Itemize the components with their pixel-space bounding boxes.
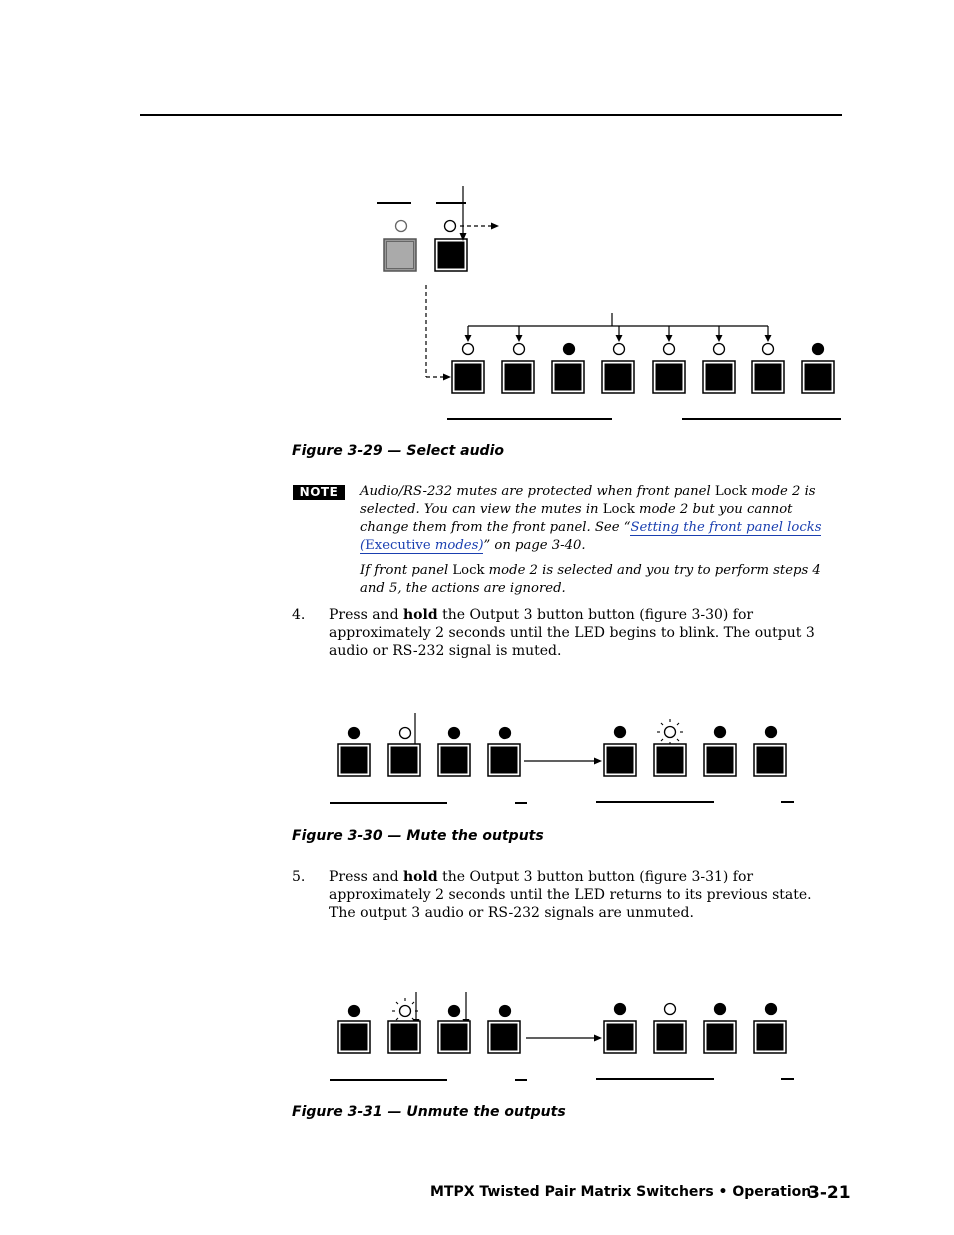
header-rule xyxy=(140,114,842,116)
step-5: 5. Press and hold the Output 3 button button (figure 3-31) for approximately 2 seconds until the LED returns to its previous state. The output 3 audio or RS-232 signals are unmuted. xyxy=(292,869,812,921)
led-video-off xyxy=(396,221,407,232)
figure-3-31-diagram xyxy=(0,985,954,1085)
front-panel-locks-link[interactable]: Setting the front panel locks (Executive modes) xyxy=(360,520,822,553)
footer-title: MTPX Twisted Pair Matrix Switchers • Operation xyxy=(430,1184,812,1200)
figure-3-30-caption: Figure 3-30 — Mute the outputs xyxy=(292,828,544,844)
note-paragraph-2: If front panel Lock mode 2 is selected and you try to perform steps 4 and 5, the actions are ignored. xyxy=(360,563,821,596)
figure-3-31-caption: Figure 3-31 — Unmute the outputs xyxy=(292,1104,566,1120)
page-number: 3-21 xyxy=(808,1183,851,1203)
figure-3-30-diagram xyxy=(0,710,954,810)
note-paragraph-1: Audio/RS-232 mutes are protected when front panel Lock mode 2 is selected. You can view the mutes in Lock mode 2 but you cannot change them from the front panel. See “Setting the front panel locks (Executive modes)” on page 3-40. xyxy=(360,484,822,553)
note-badge: NOTE xyxy=(293,485,345,500)
step-4: 4. Press and hold the Output 3 button button (figure 3-30) for approximately 2 seconds until the LED begins to blink. The output 3 audio or RS-232 signal is muted. xyxy=(292,607,815,659)
figure-3-29-diagram xyxy=(0,180,954,430)
led-audio-off xyxy=(445,221,456,232)
figure-3-29-caption: Figure 3-29 — Select audio xyxy=(292,443,504,459)
